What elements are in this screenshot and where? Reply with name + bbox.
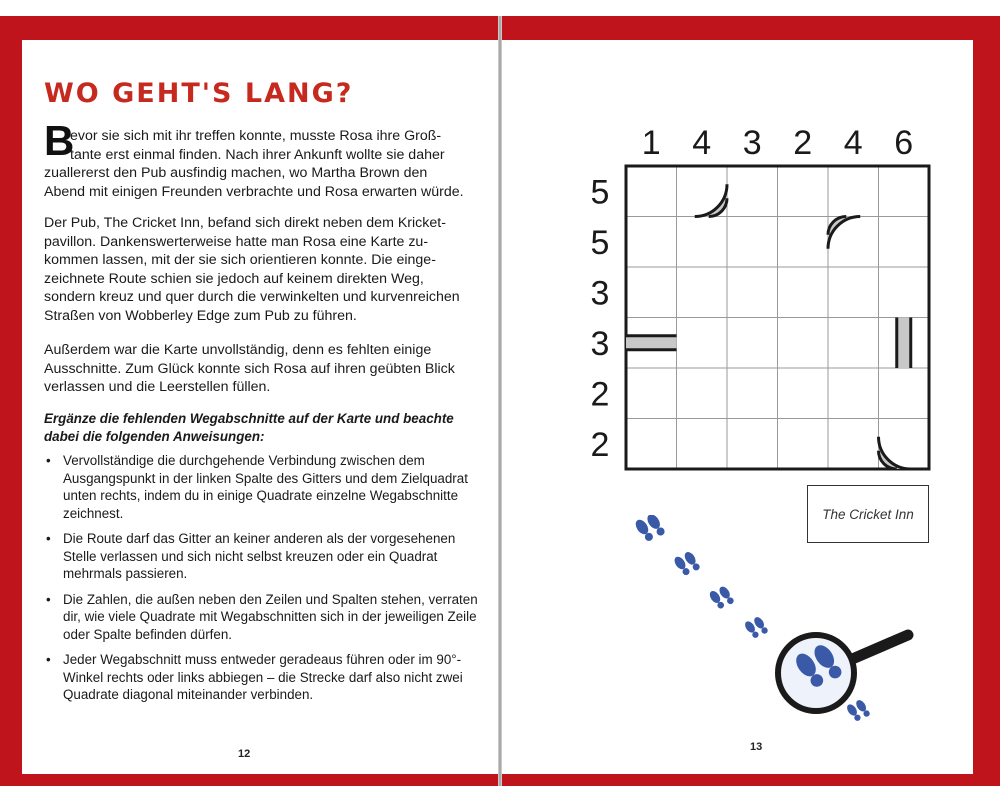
grid-cell[interactable] <box>879 368 930 419</box>
rule-text: Die Zahlen, die außen neben den Zeilen und Spalten stehen, verraten dir, wie viele Quadrate mit Wegabschnitten sich in der jeweiligen Zeile oder Spalte befinden dürfen. <box>63 591 478 642</box>
grid-cell[interactable] <box>778 368 829 419</box>
grid-cell[interactable] <box>778 318 829 369</box>
row-clue: 5 <box>590 173 610 212</box>
magnifier-handle <box>850 635 908 660</box>
grid-cell[interactable] <box>828 166 879 217</box>
grid-cell[interactable] <box>727 217 778 268</box>
grid-cell[interactable] <box>879 267 930 318</box>
grid-cell[interactable] <box>677 318 728 369</box>
grid-cell[interactable] <box>677 368 728 419</box>
pub-label: The Cricket Inn <box>822 506 914 522</box>
grid-cell[interactable] <box>828 267 879 318</box>
page-number-right: 13 <box>750 741 763 753</box>
book-frame-right <box>973 16 1000 786</box>
track-fill <box>626 336 677 350</box>
footprint-icon <box>845 697 872 724</box>
rule-item <box>44 591 484 644</box>
grid-cell[interactable] <box>778 419 829 470</box>
intro-line: evor sie sich mit ihr treffen konnte, musste Rosa ihre Groß- <box>70 128 442 144</box>
row-clue: 2 <box>590 375 610 414</box>
grid-cell[interactable] <box>828 419 879 470</box>
grid-cell[interactable] <box>727 419 778 470</box>
intro-line: tante erst einmal finden. Nach ihrer Ankunft wollte sie daher <box>70 146 445 163</box>
footprint-icon <box>743 614 770 641</box>
intro-line: Abend mit einigen Freunden verbrachte und Rosa erwarten würde. <box>44 183 464 200</box>
grid-cell[interactable] <box>778 267 829 318</box>
row-clue: 2 <box>590 425 610 464</box>
magnifier-lens <box>778 635 854 711</box>
intro-line: zuallererst den Pub ausfindig machen, wo Martha Brown den <box>44 165 428 182</box>
footprints-illustration <box>620 515 940 735</box>
grid-cell[interactable] <box>626 267 677 318</box>
grid-cell[interactable] <box>727 368 778 419</box>
row-clue: 3 <box>590 324 610 363</box>
bullet-icon: • <box>46 453 51 468</box>
grid-cell[interactable] <box>677 217 728 268</box>
page-number-left: 12 <box>238 748 251 760</box>
column-clue: 2 <box>793 124 813 162</box>
footprint-icon <box>633 515 667 545</box>
grid-cell[interactable] <box>727 267 778 318</box>
row-clue: 3 <box>590 274 610 313</box>
bullet-icon: • <box>46 591 51 607</box>
rule-item <box>44 651 484 704</box>
bullet-icon: • <box>46 531 51 546</box>
bullet-icon: • <box>46 652 51 667</box>
grid-cell[interactable] <box>879 217 930 268</box>
rule-item <box>44 530 484 583</box>
column-clue: 1 <box>641 124 661 162</box>
column-clue: 6 <box>894 124 914 162</box>
grid-cell[interactable] <box>626 419 677 470</box>
grid-cell[interactable] <box>778 166 829 217</box>
instruction-text: Ergänze die fehlenden Wegabschnitte auf der Karte und beachte dabei die folgenden Anweisungen: <box>44 411 454 444</box>
footprint-icon <box>672 548 702 578</box>
grid-cell[interactable] <box>828 368 879 419</box>
column-clue: 4 <box>692 124 712 162</box>
drop-cap: B <box>44 117 75 164</box>
grid-cell[interactable] <box>677 419 728 470</box>
track-fill <box>897 318 911 369</box>
column-clue: 3 <box>742 124 762 162</box>
grid-cell[interactable] <box>677 267 728 318</box>
grid-cell[interactable] <box>626 217 677 268</box>
grid-cell[interactable] <box>727 318 778 369</box>
rule-text: Die Route darf das Gitter an keiner anderen als der vorgesehenen Stelle verlassen und sich nicht selbst kreuzen oder ein Quadrat mehrmals passieren. <box>63 531 456 581</box>
book-frame-left <box>0 16 22 786</box>
book-gutter <box>498 16 502 786</box>
story-paragraph-2: Außerdem war die Karte unvollständig, denn es fehlten einige Ausschnitte. Zum Glück konnte sich Rosa auf ihren geübten Blick verlassen und die Leerstellen füllen. <box>44 342 455 396</box>
magnifying-glass-icon <box>778 635 908 711</box>
rule-text: Jeder Wegabschnitt muss entweder geradeaus führen oder im 90°-Winkel rechts oder links abbiegen – die Strecke darf also nicht zwei Quadrate diagonal miteinander verbinden. <box>63 652 463 702</box>
rules-list <box>44 452 484 712</box>
story-paragraph: Der Pub, The Cricket Inn, befand sich direkt neben dem Kricketpavillon. Dankenswerterweise hatte man Rosa eine Karte zukommen lassen, mit der sie sich orientieren konnte. Die eingezeichnete Route schien sie jedoch auf keinem direkten Weg, sondern kreuz und quer durch die verwinkelten und kurvenreichen Straßen von Wobberley Edge zum Pub zu führen. <box>44 215 460 324</box>
row-clue: 5 <box>590 223 610 262</box>
grid-cell[interactable] <box>778 217 829 268</box>
grid-cell[interactable] <box>879 166 930 217</box>
grid-cell[interactable] <box>828 318 879 369</box>
footprint-icon <box>708 583 736 612</box>
grid-cell[interactable] <box>727 166 778 217</box>
grid-cell[interactable] <box>626 166 677 217</box>
grid-cell[interactable] <box>626 368 677 419</box>
column-clue: 4 <box>843 124 863 162</box>
rule-item <box>44 452 484 522</box>
page-title: WO GEHT'S LANG? <box>44 78 354 109</box>
intro-paragraph <box>44 127 474 201</box>
rule-text: Vervollständige die durchgehende Verbindung zwischen dem Ausgangspunkt in der linken Spalte des Gitters und dem Zielquadrat unten rechts, indem du in einige Quadrate einzelne Wegabschnitte zeichnest. <box>63 453 468 521</box>
